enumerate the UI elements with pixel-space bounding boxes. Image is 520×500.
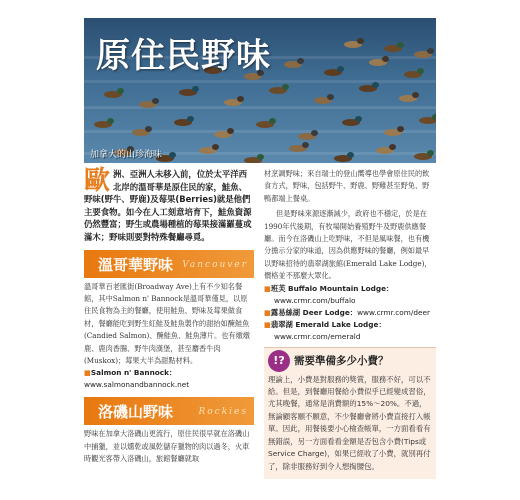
contact-name: 班芙 Buffalo Mountain Lodge： [270,283,394,293]
intro-paragraph [84,168,254,244]
contact-name: 翡翠湖 Emerald Lake Lodge： [270,319,386,329]
section-banner-rockies [84,397,254,425]
contact-name: 露易絲湖 Deer Lodge： [270,307,358,317]
contact-emerald-lake-lodge [264,319,436,343]
question-exclamation-icon: !? [268,350,290,372]
intro-text: 洲、亞洲人未移入前，位於太平洋西北岸的溫哥華是原住民的家，鮭魚、野味(野牛、野鹿)及莓果(Berries)就是他們主要食物。如今在人工刻意培育下，鮭魚資源仍然豐富；野生或農場種植的莓果接滿羅蔓或滿木；野味則要對特殊餐廳尋覓。 [84,169,252,242]
tip-box [264,347,436,479]
section-title: 溫哥華野味 [98,255,174,274]
tip-box-text: 理論上，小費是對服務的獎賞，服務不好，可以不給。但是，到餐廳用餐給小費似乎已經變成習俗，尤其晚餐，通常是消費額的15%～20%。不過，無論顧客願不願意，不少餐廳會將小費直接打入帳單。因此，用餐後要小心檢查帳單，一方面看看有無錯誤，另一方面看看金額是否包含小費(Tips或Service Charge)，如果已經收了小費，就別再付了，除非服務好到令人想掏腰包。 [268,374,431,471]
hero-photo [84,18,436,163]
paragraph: 但是野味來源逐漸減少，政府也不穩定，於是在1990年代後期，有牧場開始養殖野牛及野鹿供應餐廳。而今在洛磯山上吃野味，不但是風味餐，也有機分擔示分家的味道，因為供應野味的餐廳，例如最早以野味招待的翡翠湖旅館(Emerald Lake Lodge)，價格並不那麼大眾化。 [264,209,432,281]
left-column [84,168,254,466]
contact-buffalo-mountain-lodge [264,283,436,307]
section-banner-vancouver [84,250,254,278]
tip-box-header [268,350,432,372]
paragraph: 材烹調野味；來自瑞士的登山嚮導也學會原住民的飲食方式，野味，包括野牛、野鹿、野雞甚至野兔、野鴨都端上餐桌。 [264,169,430,203]
section-subtitle: Vancouver [182,259,248,270]
contact-url[interactable]: www.salmonandbannock.net [84,380,190,390]
right-column [264,168,436,479]
section-body-rockies: 野味在加拿大洛磯山更流行，原住民很早就在洛磯山中捕獵，並以燻乾或風乾儲存獵物的肉以過冬，火車時觀光客帶入洛磯山，旅館餐廳就取 [84,429,250,464]
bullet-square-icon: ■ [264,319,271,329]
bullet-square-icon: ■ [264,307,271,317]
contact-deer-lodge [264,307,436,319]
page-title: 原住民野味 [96,36,271,76]
section-subtitle: Rockies [198,407,248,418]
section-title: 洛磯山野味 [98,403,174,422]
photo-caption: 加拿大的山珍海味 [90,150,163,160]
tip-box-title: 需要準備多少小費？ [294,355,389,368]
section-body-vancouver: 溫哥華百老匯街(Broadway Ave)上有不少知名餐館，其中Salmon n' Bannock是溫哥華僅見，以原住民食物為主的餐廳，使用鮭魚、野味及莓果做食材，餐廳能吃到野生紅鮭及鮭魚製作的甜抬如醃鮭魚(Candied Salmon)、醃鮭魚、鮭魚薄片。也有燉燉鹿、鹿肉香腸、野牛肉漢堡，甚至麝香牛肉(Muskox)；莓果大半為甜點材料。 [84,281,250,365]
bullet-square-icon: ■ [264,283,271,293]
dropcap: 歐 [84,166,111,196]
contact-url[interactable]: www.crmr.com/emerald [274,331,361,341]
contact-salmon-bannock [84,367,254,391]
contact-url[interactable]: www.crmr.com/buffalo [274,295,356,305]
contact-url[interactable]: www.crmr.com/deer [357,307,430,317]
bullet-square-icon: ■ [84,368,91,378]
contact-name: Salmon n' Bannock： [90,368,177,378]
